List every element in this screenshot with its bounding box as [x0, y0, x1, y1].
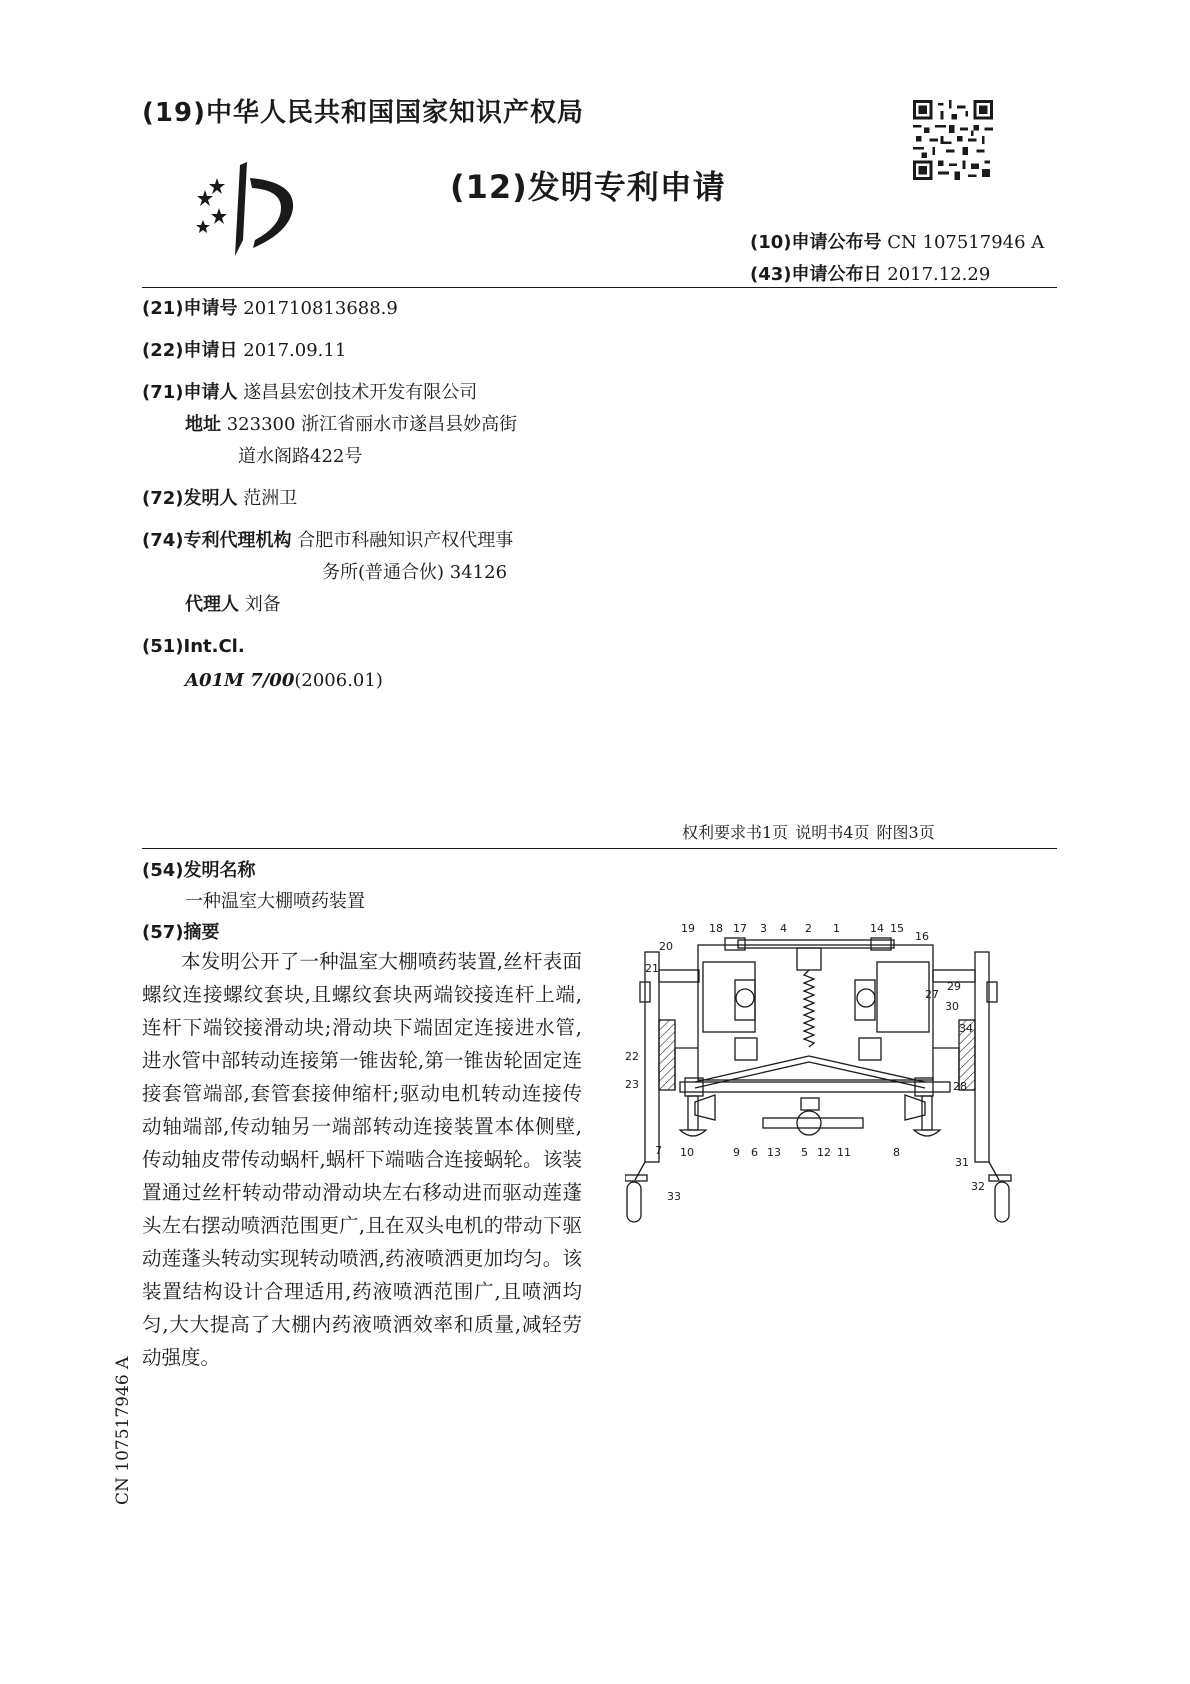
callout-label: 19	[681, 922, 695, 935]
publication-date	[750, 260, 990, 286]
invention-title: 一种温室大棚喷药装置	[185, 891, 365, 912]
filing-date-value: 2017.09.11	[243, 340, 347, 361]
publication-date-label: (43)申请公布日	[750, 264, 882, 285]
callout-label: 15	[890, 922, 904, 935]
callout-label: 3	[760, 922, 767, 935]
left-wheel	[627, 1182, 641, 1222]
publication-number-label: (10)申请公布号	[750, 232, 882, 253]
callout-label: 16	[915, 930, 929, 943]
applicant	[142, 377, 477, 409]
right-leg-brace	[989, 1162, 999, 1180]
publication-number-value: CN 107517946 A	[887, 232, 1045, 253]
patent-drawing	[625, 920, 1075, 1280]
address	[185, 409, 517, 441]
left-link-lower	[695, 1062, 809, 1088]
callout-label: 9	[733, 1146, 740, 1159]
callout-label: 6	[751, 1146, 758, 1159]
ipc-classification	[185, 670, 383, 691]
callout-label: 22	[625, 1050, 639, 1063]
lead-screw	[804, 970, 814, 1047]
double-motor	[797, 1111, 821, 1135]
callout-label: 27	[925, 988, 939, 1001]
ipc-version: (2006.01)	[294, 670, 383, 691]
callout-label: 13	[767, 1146, 781, 1159]
right-wheel-mount	[989, 1175, 1011, 1181]
filing-date	[142, 335, 346, 367]
callout-label: 10	[680, 1146, 694, 1159]
address-line-2: 道水阁路422号	[238, 446, 363, 467]
callout-label: 1	[833, 922, 840, 935]
callout-label: 7	[655, 1144, 662, 1157]
applicant-value: 遂昌县宏创技术开发有限公司	[243, 382, 478, 403]
application-number	[142, 293, 398, 325]
left-pipe	[675, 1048, 698, 1090]
filing-date-label: (22)申请日	[142, 340, 238, 361]
header-divider	[142, 287, 1057, 288]
abstract-label: (57)摘要	[142, 922, 220, 943]
patent-agency-continued	[322, 557, 507, 589]
callout-label: 5	[801, 1146, 808, 1159]
office-name: (19)中华人民共和国国家知识产权局	[142, 98, 584, 128]
left-leg-brace	[635, 1162, 645, 1180]
callout-label: 12	[817, 1146, 831, 1159]
document-type: (12)发明专利申请	[450, 168, 726, 206]
right-motor	[855, 980, 875, 1020]
side-publication-number: CN 107517946 A	[113, 1356, 133, 1505]
right-wheel	[995, 1182, 1009, 1222]
callout-label: 8	[893, 1146, 900, 1159]
qr-code-icon	[913, 100, 993, 180]
left-arm-top	[659, 970, 699, 982]
left-motor	[735, 980, 755, 1020]
address-line-1: 323300 浙江省丽水市遂昌县妙高街	[226, 414, 518, 435]
left-pulley	[736, 989, 754, 1007]
callout-label: 30	[945, 1000, 959, 1013]
callout-label: 31	[955, 1156, 969, 1169]
callout-label: 29	[947, 980, 961, 993]
left-showerhead	[680, 1130, 706, 1136]
right-gearbox	[859, 1038, 881, 1060]
address-continued	[238, 441, 362, 473]
left-chamber	[703, 962, 755, 1032]
ipc-code: A01M 7/00	[185, 670, 295, 691]
callout-label: 28	[953, 1080, 967, 1093]
agent-value: 刘备	[244, 594, 281, 615]
application-number-value: 201710813688.9	[243, 298, 398, 319]
callout-label: 33	[667, 1190, 681, 1203]
left-gearbox	[735, 1038, 757, 1060]
inventor-label: (72)发明人	[142, 488, 238, 509]
patent-agency	[142, 525, 513, 557]
int-cl	[142, 631, 245, 663]
publication-number	[750, 228, 1044, 254]
agent-label: 代理人	[185, 594, 239, 615]
patent-agency-line-2: 务所(普通合伙) 34126	[322, 562, 508, 583]
callout-label: 11	[837, 1146, 851, 1159]
patent-agency-line-1: 合肥市科融知识产权代理事	[297, 530, 514, 551]
patent-agency-label: (74)专利代理机构	[142, 530, 292, 551]
center-motor	[797, 948, 821, 970]
right-link-lower	[809, 1062, 925, 1088]
inventor	[142, 483, 297, 515]
callout-label: 17	[733, 922, 747, 935]
publication-date-value: 2017.12.29	[887, 264, 991, 285]
callout-label: 18	[709, 922, 723, 935]
right-showerhead	[914, 1130, 940, 1136]
cnipa-logo-icon	[195, 160, 315, 260]
left-hatch	[659, 1020, 675, 1090]
section-divider	[142, 848, 1057, 849]
inventor-value: 范洲卫	[243, 488, 298, 509]
agent	[185, 589, 281, 621]
applicant-label: (71)申请人	[142, 382, 238, 403]
center-block	[801, 1098, 819, 1110]
callout-label: 14	[870, 922, 884, 935]
right-pulley	[857, 989, 875, 1007]
callout-label: 32	[971, 1180, 985, 1193]
page-counts: 权利要求书1页 说明书4页 附图3页	[682, 823, 935, 842]
callout-label: 23	[625, 1078, 639, 1091]
callout-label: 2	[805, 922, 812, 935]
device-body	[698, 945, 933, 1080]
bottom-rail	[680, 1082, 950, 1092]
int-cl-label: (51)Int.Cl.	[142, 636, 245, 657]
right-chamber	[877, 962, 929, 1032]
abstract-text: 本发明公开了一种温室大棚喷药装置,丝杆表面螺纹连接螺纹套块,且螺纹套块两端铰接连杆上端,连杆下端铰接滑动块;滑动块下端固定连接进水管,进水管中部转动连接第一锥齿轮,第一锥齿轮固定连接套管端部,套管套接伸缩杆;驱动电机转动连接传动轴端部,传动轴另一端部转动连接装置本体侧壁,传动轴皮带传动蜗杆,蜗杆下端啮合连接蜗轮。该装置通过丝杆转动带动滑动块左右移动进而驱动莲蓬头左右摆动喷洒范围更广,且在双头电机的带动下驱动莲蓬头转动实现转动喷洒,药液喷洒更加均匀。该装置结构设计合理适用,药液喷洒范围广,且喷洒均匀,大大提高了大棚内药液喷洒效率和质量,减轻劳动强度。	[142, 950, 582, 1369]
callout-label: 21	[645, 962, 659, 975]
callout-label: 34	[959, 1022, 973, 1035]
address-label: 地址	[185, 414, 221, 435]
callout-label: 20	[659, 940, 673, 953]
title-section-label: (54)发明名称	[142, 860, 256, 881]
lower-shaft	[763, 1118, 863, 1128]
left-pole	[645, 952, 659, 1162]
application-number-label: (21)申请号	[142, 298, 238, 319]
callout-label: 4	[780, 922, 787, 935]
